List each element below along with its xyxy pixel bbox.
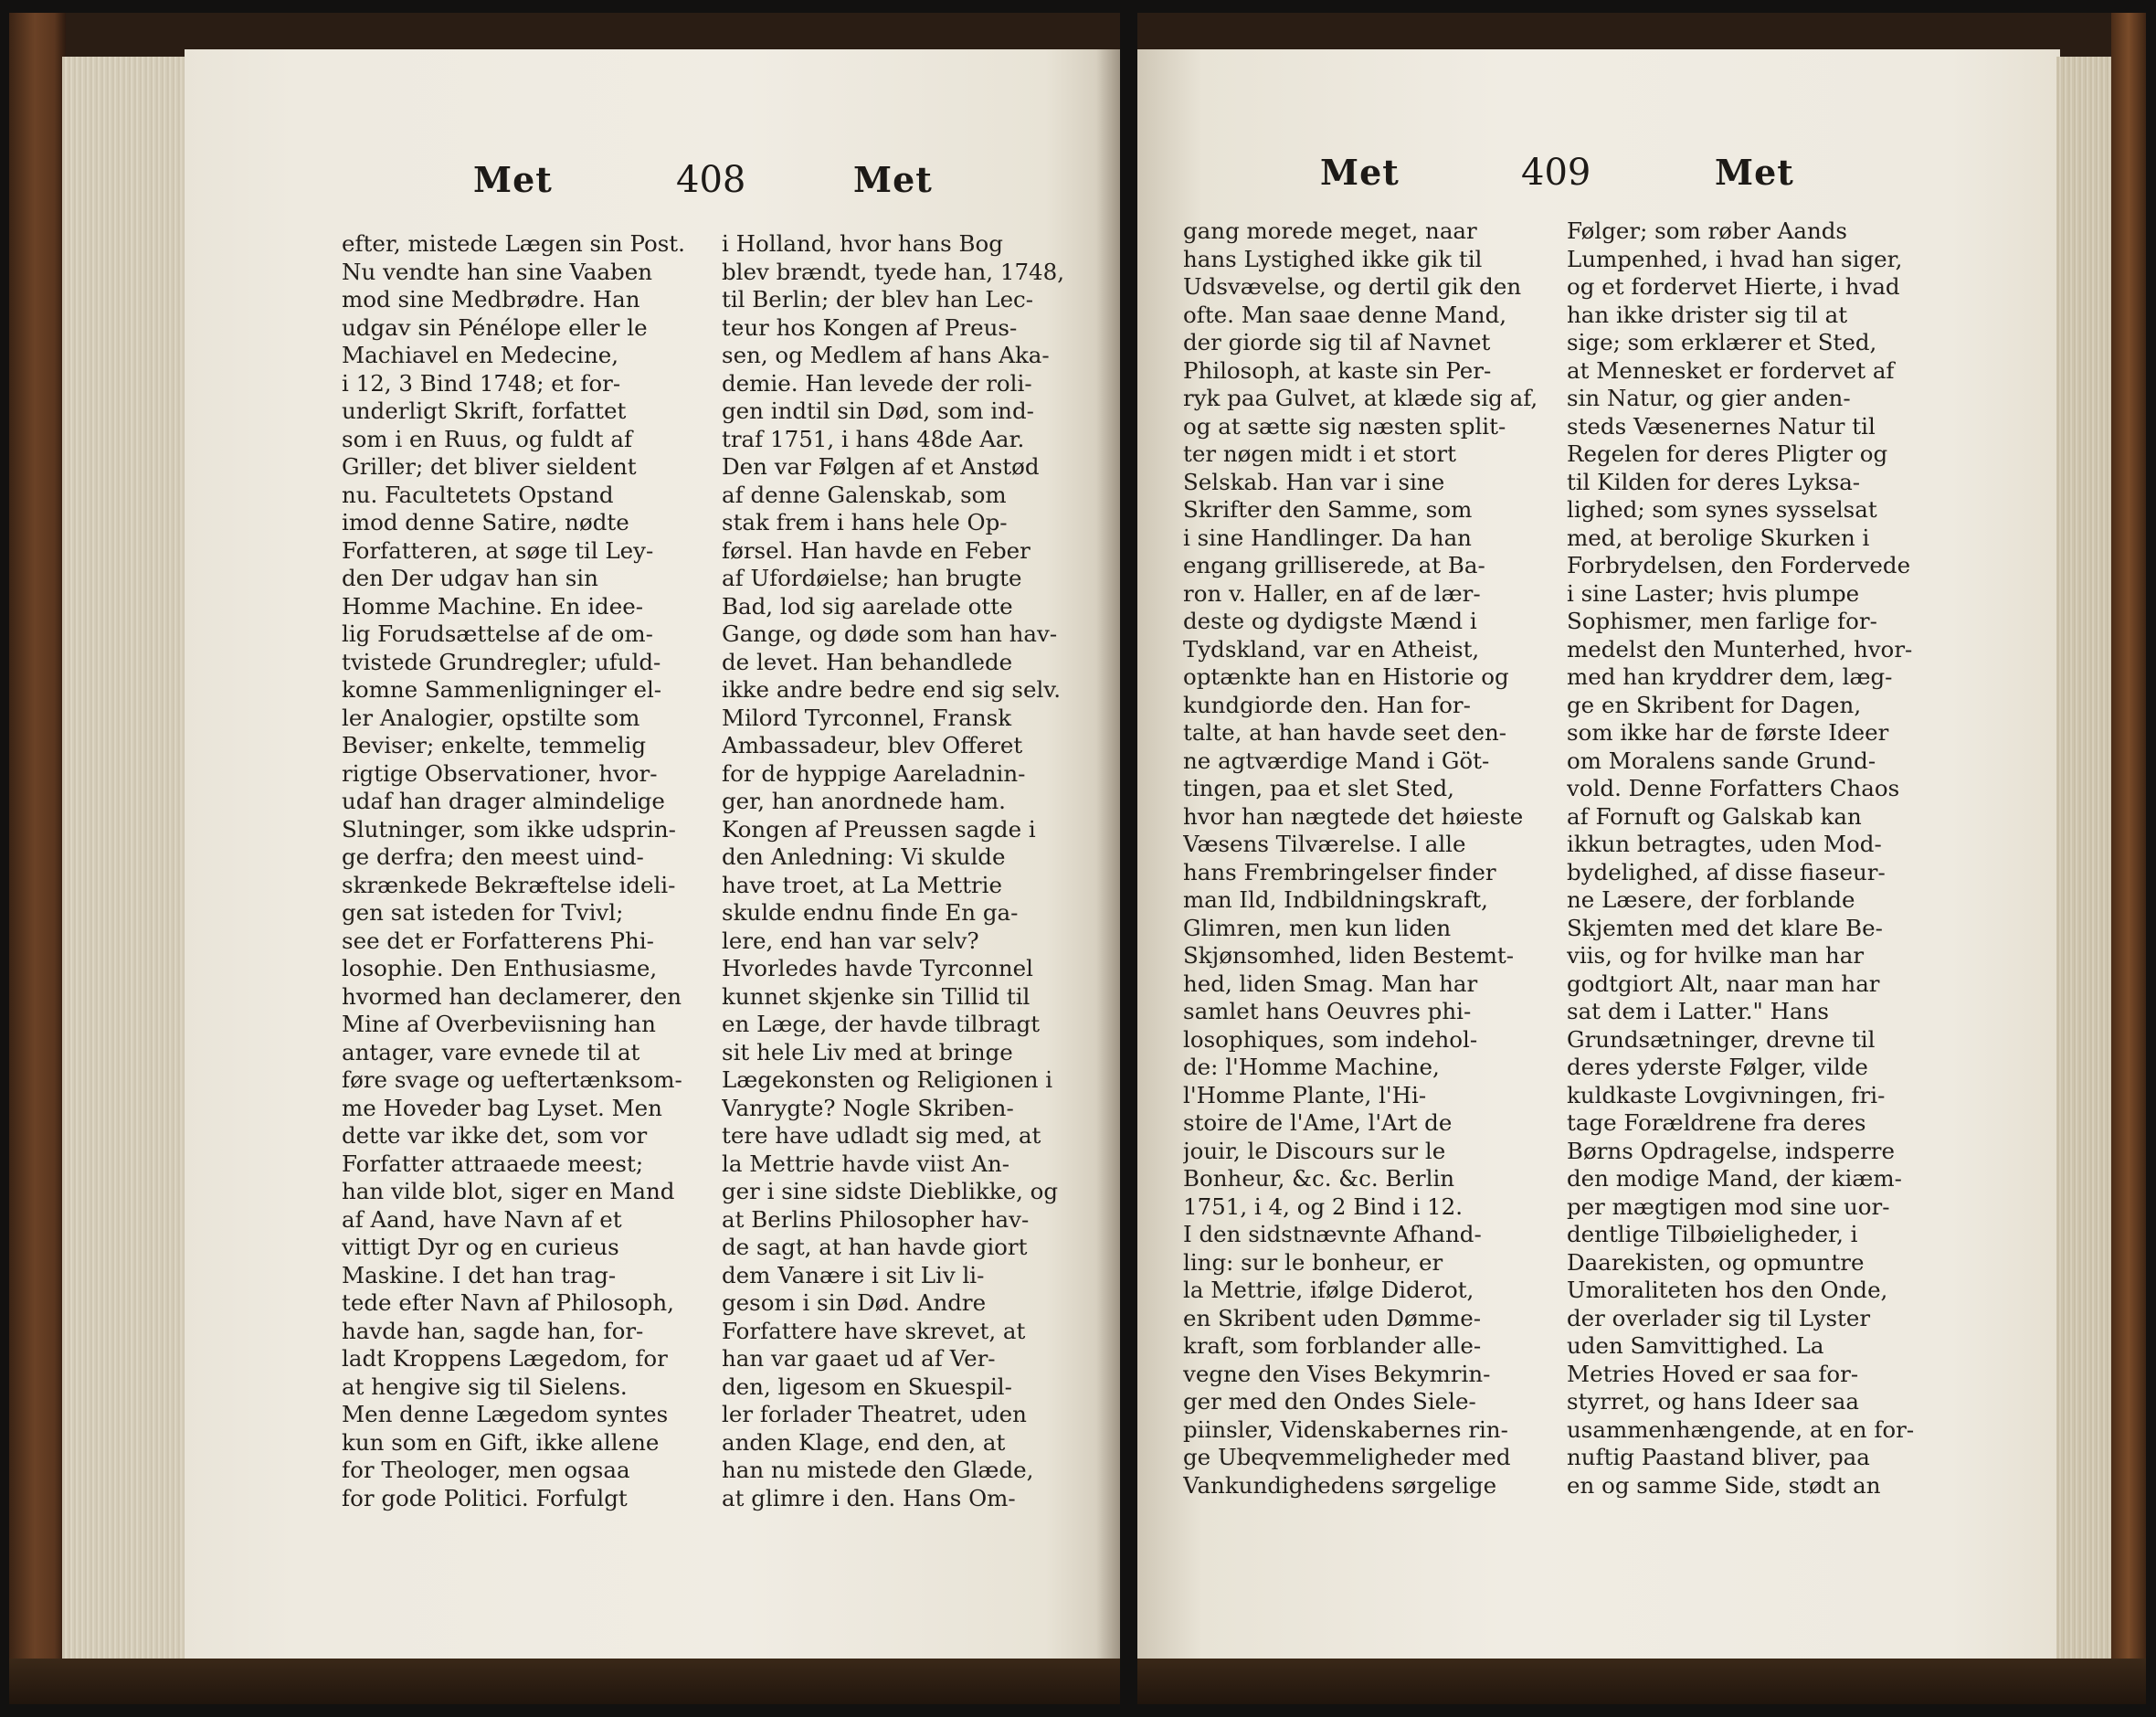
text-line: at Berlins Philosopher hav- — [722, 1205, 1030, 1233]
left-page-column-1 — [342, 230, 707, 1512]
text-line: førsel. Han havde en Feber — [722, 536, 1030, 564]
left-page-column-2 — [722, 230, 1087, 1512]
text-line: ger i sine sidste Dieblikke, og — [722, 1178, 1059, 1204]
text-line: ter nøgen midt i et stort — [1183, 440, 1456, 467]
text-line: ge derfra; den meest uind- — [342, 843, 644, 870]
text-line: sige; som erklærer et Sted, — [1567, 329, 1877, 355]
text-line: gen sat isteden for Tvivl; — [342, 899, 624, 926]
text-line: vegne den Vises Bekymrin- — [1183, 1360, 1491, 1387]
text-line: Selskab. Han var i sine — [1183, 468, 1445, 495]
text-line: gang morede meget, naar — [1183, 217, 1477, 244]
text-line: i sine Laster; hvis plumpe — [1567, 579, 1860, 607]
text-line: den modige Mand, der kiæm- — [1567, 1165, 1902, 1192]
text-line: i 12, 3 Bind 1748; et for- — [342, 369, 621, 397]
text-line: Griller; det bliver sieldent — [342, 453, 637, 480]
binding-bottom-right — [1137, 1659, 2146, 1704]
text-line: den Der udgav han sin — [342, 565, 598, 591]
text-line: kraft, som forblander alle- — [1183, 1332, 1482, 1359]
text-line: Skjønsomhed, liden Bestemt- — [1183, 942, 1515, 969]
text-line: af Ufordøielse; han brugte — [722, 565, 1022, 591]
text-line: Skjemten med det klare Be- — [1567, 914, 1883, 941]
text-line: sen, og Medlem af hans Aka- — [722, 342, 1050, 368]
text-line: nu. Facultetets Opstand — [342, 481, 614, 508]
text-line: dette var ikke det, som vor — [342, 1122, 648, 1149]
page-edges-left — [62, 57, 190, 1674]
text-line: ikkun betragtes, uden Mod- — [1567, 831, 1882, 857]
text-line: l'Homme Plante, l'Hi- — [1183, 1081, 1427, 1108]
running-header-right: Met — [853, 159, 933, 200]
text-line: la Mettrie, ifølge Diderot, — [1183, 1277, 1474, 1303]
text-line: den Anledning: Vi skulde — [722, 843, 1006, 870]
text-line: traf 1751, i hans 48de Aar. — [722, 425, 1025, 452]
text-line: til Berlin; der blev han Lec- — [722, 286, 1034, 313]
text-line: han ikke drister sig til at — [1567, 301, 1848, 328]
text-line: udgav sin Pénélope eller le — [342, 313, 648, 341]
gutter-shadow-left — [1096, 49, 1120, 1667]
text-line: og et fordervet Hierte, i hvad — [1567, 273, 1900, 300]
text-line: deste og dydigste Mænd i — [1183, 608, 1477, 634]
text-line: tere have udladt sig med, at — [722, 1122, 1041, 1149]
text-line: Philosoph, at kaste sin Per- — [1183, 356, 1492, 384]
text-line: sat dem i Latter." Hans — [1567, 998, 1829, 1024]
text-line: Forfatteren, at søge til Ley- — [342, 536, 654, 564]
text-line: ler Analogier, opstilte som — [342, 704, 640, 731]
text-line: Hvorledes havde Tyrconnel — [722, 955, 1034, 981]
left-page-scan — [9, 13, 1120, 1704]
running-header-left: Met — [473, 159, 553, 200]
running-header-right: Met — [1715, 152, 1794, 193]
text-line: have troet, at La Mettrie — [722, 871, 1002, 898]
text-line: tingen, paa et slet Sted, — [1183, 775, 1454, 801]
text-line: jouir, le Discours sur le — [1183, 1137, 1446, 1164]
page-number-left: 408 — [676, 159, 746, 201]
text-line: skrænkede Bekræftelse ideli- — [342, 871, 676, 898]
text-line: og at sætte sig næsten split- — [1183, 412, 1506, 440]
text-line: ladt Kroppens Lægedom, for — [342, 1345, 668, 1372]
text-line: Forfattere have skrevet, at — [722, 1317, 1026, 1344]
text-line: tage Forældrene fra deres — [1567, 1109, 1866, 1136]
text-line: ne agtværdige Mand i Göt- — [1183, 747, 1490, 774]
text-line: om Moralens sande Grund- — [1567, 747, 1876, 774]
text-line: losophiques, som indehol- — [1183, 1025, 1478, 1053]
text-line: Følger; som røber Aands — [1567, 217, 1848, 244]
text-line: med, at berolige Skurken i — [1567, 524, 1870, 551]
text-line: man Ild, Indbildningskraft, — [1183, 886, 1488, 913]
text-line: godtgiort Alt, naar man har — [1567, 970, 1880, 997]
text-line: Udsvævelse, og dertil gik den — [1183, 273, 1522, 300]
text-line: demie. Han levede der roli- — [722, 369, 1032, 397]
text-line: lig Forudsættelse af de om- — [342, 620, 653, 647]
page-number-right: 409 — [1521, 152, 1591, 194]
text-line: kunnet skjenke sin Tillid til — [722, 982, 1030, 1010]
text-line: dem Vanære i sit Liv li- — [722, 1261, 985, 1288]
text-line: viis, og for hvilke man har — [1567, 942, 1865, 969]
text-line: komne Sammenligninger el- — [342, 676, 662, 703]
text-line: ge en Skribent for Dagen, — [1567, 691, 1862, 718]
text-line: han var gaaet ud af Ver- — [722, 1345, 996, 1372]
text-line: for de hyppige Aareladnin- — [722, 759, 1026, 787]
text-line: han nu mistede den Glæde, — [722, 1457, 1034, 1483]
text-line: ryk paa Gulvet, at klæde sig af, — [1183, 385, 1538, 411]
text-line: Lumpenhed, i hvad han siger, — [1567, 245, 1903, 272]
text-line: kuldkaste Lovgivningen, fri- — [1567, 1081, 1886, 1108]
text-line: Tydskland, var en Atheist, — [1183, 635, 1480, 662]
text-line: i Holland, hvor hans Bog — [722, 230, 1003, 257]
text-line: Slutninger, som ikke udsprin- — [342, 815, 676, 843]
text-line: med han kryddrer dem, læg- — [1567, 663, 1893, 690]
text-line: Vankundighedens sørgelige — [1183, 1471, 1497, 1499]
text-line: mod sine Medbrødre. Han — [342, 286, 640, 313]
text-line: ne Læsere, der forblande — [1567, 886, 1855, 913]
text-line: Daarekisten, og opmuntre — [1567, 1248, 1865, 1276]
text-line: Den var Følgen af et Anstød — [722, 453, 1040, 480]
binding-bottom-left — [9, 1659, 1120, 1704]
text-line: vold. Denne Forfatters Chaos — [1567, 775, 1900, 801]
text-line: en Skribent uden Dømme- — [1183, 1304, 1482, 1331]
text-line: tede efter Navn af Philosoph, — [342, 1289, 674, 1316]
text-line: me Hoveder bag Lyset. Men — [342, 1094, 662, 1121]
text-line: ikke andre bedre end sig selv. — [722, 676, 1062, 703]
text-line: han vilde blot, siger en Mand — [342, 1178, 675, 1204]
text-line: at Mennesket er fordervet af — [1567, 356, 1895, 384]
text-line: steds Væsenernes Natur til — [1567, 412, 1876, 440]
text-line: la Mettrie havde viist An- — [722, 1150, 1010, 1177]
text-line: føre svage og ueftertænksom- — [342, 1066, 682, 1093]
text-line: Nu vendte han sine Vaaben — [342, 258, 652, 285]
text-line: imod denne Satire, nødte — [342, 509, 629, 535]
text-line: Metries Hoved er saa for- — [1567, 1360, 1859, 1387]
text-line: vittigt Dyr og en curieus — [342, 1234, 619, 1260]
text-line: teur hos Kongen af Preus- — [722, 313, 1018, 341]
text-line: see det er Forfatterens Phi- — [342, 927, 654, 954]
text-line: Skrifter den Samme, som — [1183, 496, 1473, 523]
text-line: nuftig Paastand bliver, paa — [1567, 1444, 1870, 1470]
text-line: de: l'Homme Machine, — [1183, 1054, 1440, 1080]
text-line: hed, liden Smag. Man har — [1183, 970, 1478, 997]
text-line: Kongen af Preussen sagde i — [722, 815, 1036, 843]
text-line: den, ligesom en Skuespil- — [722, 1373, 1012, 1400]
text-line: der giorde sig til af Navnet — [1183, 329, 1491, 355]
text-line: kundgiorde den. Han for- — [1183, 691, 1471, 718]
text-line: i sine Handlinger. Da han — [1183, 524, 1472, 551]
text-line: som i en Ruus, og fuldt af — [342, 425, 633, 452]
text-line: samlet hans Oeuvres phi- — [1183, 998, 1472, 1024]
right-page-column-2 — [1567, 217, 1932, 1500]
text-line: per mægtigen mod sine uor- — [1567, 1192, 1890, 1220]
text-line: udaf han drager almindelige — [342, 788, 665, 814]
text-line: ge Ubeqvemmeligheder med — [1183, 1444, 1511, 1470]
book-cover-right — [2111, 13, 2146, 1704]
text-line: usammenhængende, at en for- — [1567, 1415, 1915, 1443]
text-line: en og samme Side, stødt an — [1567, 1471, 1881, 1499]
text-line: en Læge, der havde tilbragt — [722, 1011, 1041, 1037]
text-line: der overlader sig til Lyster — [1567, 1304, 1871, 1331]
text-line: Maskine. I det han trag- — [342, 1261, 617, 1288]
text-line: Bad, lod sig aarelade otte — [722, 592, 1013, 620]
text-line: sin Natur, og gier anden- — [1567, 385, 1851, 411]
text-line: de sagt, at han havde giort — [722, 1234, 1028, 1260]
text-line: skulde endnu finde En ga- — [722, 899, 1019, 926]
text-line: hans Frembringelser finder — [1183, 858, 1496, 885]
text-line: gen indtil sin Død, som ind- — [722, 397, 1034, 424]
right-page-scan — [1137, 13, 2146, 1704]
text-line: ger, han anordnede ham. — [722, 788, 1006, 814]
text-line: havde han, sagde han, for- — [342, 1317, 644, 1344]
text-line: sit hele Liv med at bringe — [722, 1038, 1013, 1065]
right-page-column-1 — [1183, 217, 1548, 1500]
text-line: af Fornuft og Galskab kan — [1567, 802, 1862, 830]
text-line: ron v. Haller, en af de lær- — [1183, 579, 1481, 607]
text-line: lere, end han var selv? — [722, 927, 979, 954]
text-line: Homme Machine. En ideе- — [342, 592, 643, 620]
text-line: Væsens Tilværelse. I alle — [1183, 831, 1466, 857]
text-line: Milord Tyrconnel, Fransk — [722, 704, 1012, 731]
text-line: gesom i sin Død. Andre — [722, 1289, 987, 1316]
text-line: af denne Galenskab, som — [722, 481, 1007, 508]
text-line: Bonheur, &c. &c. Berlin — [1183, 1165, 1455, 1192]
text-line: de levet. Han behandlede — [722, 648, 1013, 675]
text-line: for gode Politici. Forfulgt — [342, 1484, 628, 1511]
text-line: Men denne Lægedom syntes — [342, 1401, 669, 1427]
text-line: Vanrygte? Nogle Skriben- — [722, 1094, 1014, 1121]
text-line: medelst den Munterhed, hvor- — [1567, 635, 1913, 662]
text-line: piinsler, Videnskabernes rin- — [1183, 1415, 1508, 1443]
text-line: styrret, og hans Ideer saa — [1567, 1388, 1859, 1415]
running-header-left: Met — [1320, 152, 1400, 193]
text-line: stak frem i hans hele Op- — [722, 509, 1008, 535]
text-line: Grundsætninger, drevne til — [1567, 1025, 1876, 1053]
text-line: Umoraliteten hos den Onde, — [1567, 1277, 1888, 1303]
text-line: som ikke har de første Ideer — [1567, 719, 1889, 746]
text-line: efter, mistede Lægen sin Post. — [342, 230, 685, 257]
text-line: losophie. Den Enthusiasme, — [342, 955, 658, 981]
text-line: hvor han nægtede det høieste — [1183, 802, 1524, 830]
text-line: ofte. Man saae denne Mand, — [1183, 301, 1507, 328]
text-line: Beviser; enkelte, temmelig — [342, 732, 647, 758]
text-line: antager, vare evnede til at — [342, 1038, 640, 1065]
text-line: Regelen for deres Pligter og — [1567, 440, 1888, 467]
text-line: at hengive sig til Sielens. — [342, 1373, 628, 1400]
text-line: Sophismer, men farlige for- — [1567, 608, 1877, 634]
text-line: Glimren, men kun liden — [1183, 914, 1452, 941]
text-line: blev brændt, tyede han, 1748, — [722, 258, 1064, 285]
text-line: Ambassadeur, blev Offeret — [722, 732, 1023, 758]
text-line: hvormed han declamerer, den — [342, 982, 682, 1010]
text-line: Forbrydelsen, den Fordervede — [1567, 552, 1911, 578]
page-edges-right — [2056, 57, 2115, 1674]
book-cover-left — [9, 13, 66, 1704]
text-line: optænkte han en Historie og — [1183, 663, 1509, 690]
text-line: Forfatter attraaede meest; — [342, 1150, 644, 1177]
text-line: stoire de l'Ame, l'Art de — [1183, 1109, 1453, 1136]
text-line: Machiavel en Medecine, — [342, 342, 619, 368]
text-line: dentlige Tilbøieligheder, i — [1567, 1221, 1858, 1247]
text-line: uden Samvittighed. La — [1567, 1332, 1824, 1359]
text-line: for Theologer, men ogsaa — [342, 1457, 630, 1483]
text-line: Børns Opdragelse, indsperre — [1567, 1137, 1896, 1164]
text-line: deres yderste Følger, vilde — [1567, 1054, 1868, 1080]
text-line: til Kilden for deres Lyksa- — [1567, 468, 1861, 495]
text-line: kun som en Gift, ikke allene — [342, 1428, 660, 1456]
text-line: Lægekonsten og Religionen i — [722, 1066, 1053, 1093]
text-line: af Aand, have Navn af et — [342, 1205, 622, 1233]
text-line: ler forlader Theatret, uden — [722, 1401, 1027, 1427]
text-line: I den sidstnævnte Afhand- — [1183, 1221, 1482, 1247]
text-line: hans Lystighed ikke gik til — [1183, 245, 1483, 272]
text-line: at glimre i den. Hans Om- — [722, 1484, 1016, 1511]
text-line: Gange, og døde som han hav- — [722, 620, 1058, 647]
text-line: rigtige Observationer, hvor- — [342, 759, 658, 787]
text-line: lighed; som synes sysselsat — [1567, 496, 1877, 523]
text-line: tvistede Grundregler; ufuld- — [342, 648, 661, 675]
text-line: ling: sur le bonheur, er — [1183, 1248, 1443, 1276]
text-line: anden Klage, end den, at — [722, 1428, 1006, 1456]
text-line: engang grilliserede, at Ba- — [1183, 552, 1485, 578]
text-line: talte, at han havde seet den- — [1183, 719, 1507, 746]
text-line: 1751, i 4, og 2 Bind i 12. — [1183, 1192, 1463, 1220]
text-line: Mine af Overbeviisning han — [342, 1011, 656, 1037]
text-line: ger med den Ondes Siele- — [1183, 1388, 1476, 1415]
text-line: bydelighed, af disse fiaseur- — [1567, 858, 1886, 885]
text-line: underligt Skrift, forfattet — [342, 397, 627, 424]
